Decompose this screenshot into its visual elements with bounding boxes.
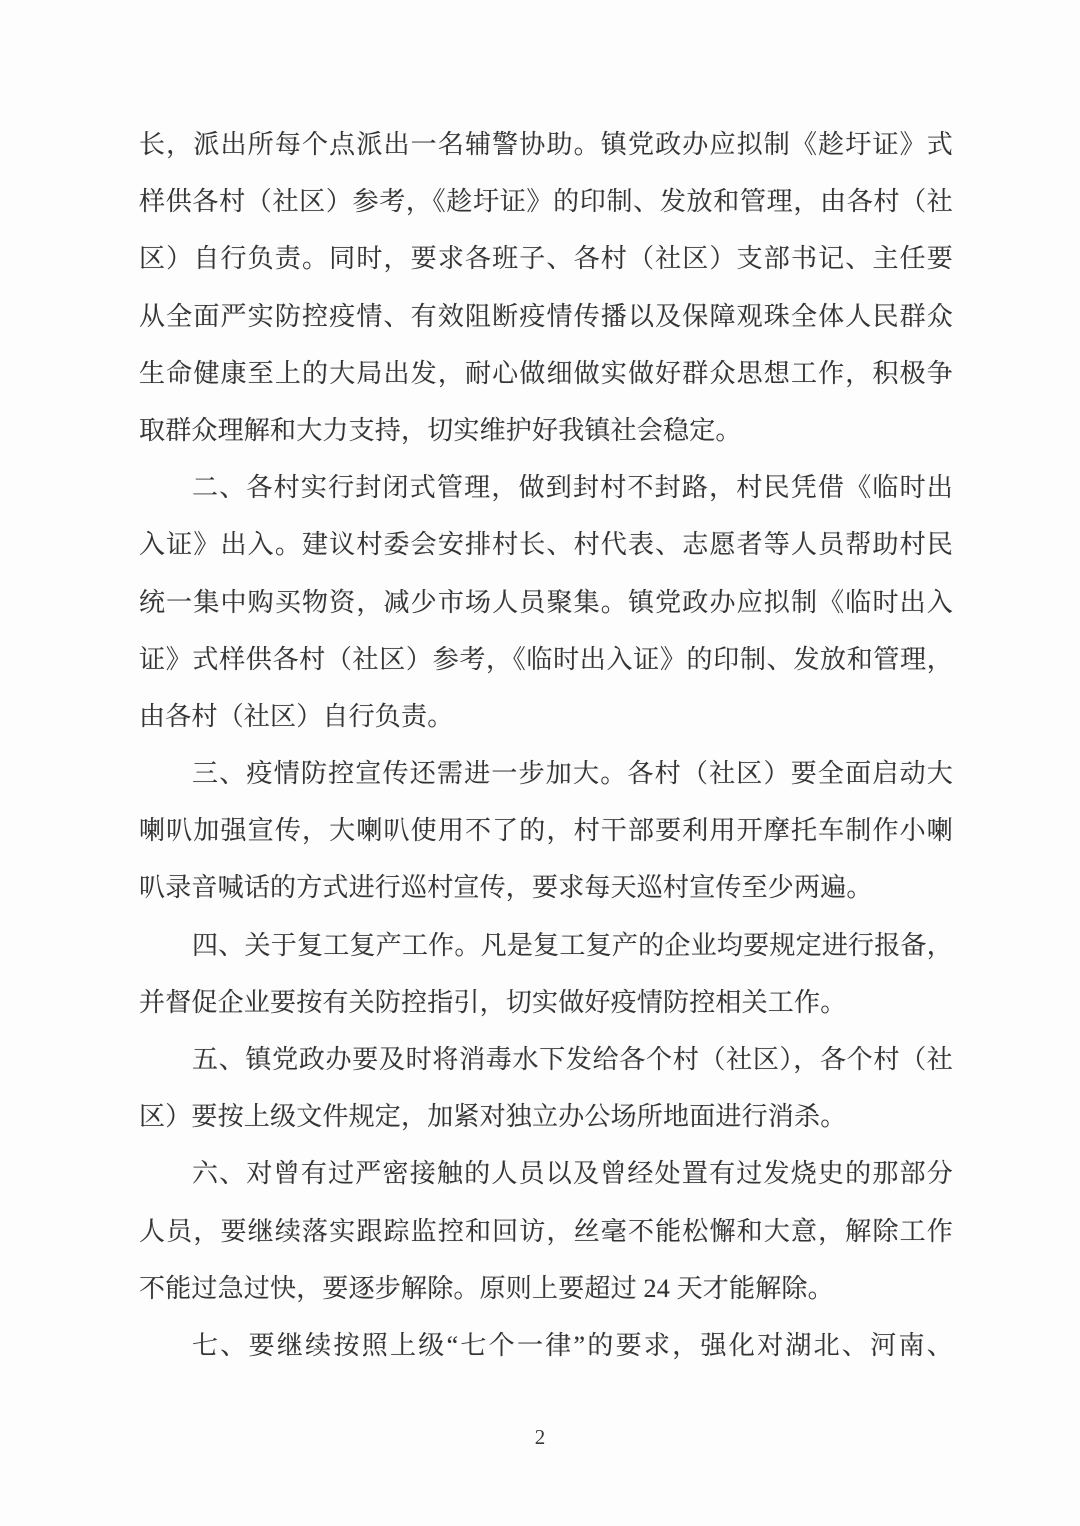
text-line: 区）要按上级文件规定，加紧对独立办公场所地面进行消杀。 bbox=[139, 1102, 847, 1132]
paragraph-6 bbox=[139, 1145, 953, 1317]
paragraph-2 bbox=[139, 459, 953, 745]
text-line: 从全面严实防控疫情、有效阻断疫情传播以及保障观珠全体人民群众 bbox=[139, 301, 953, 331]
text-line: 统一集中购买物资，减少市场人员聚集。镇党政办应拟制《临时出入 bbox=[139, 587, 953, 617]
text-line: 区）自行负责。同时，要求各班子、各村（社区）支部书记、主任要 bbox=[139, 244, 953, 274]
paragraph-7 bbox=[139, 1317, 953, 1374]
text-line: 三、疫情防控宣传还需进一步加大。各村（社区）要全面启动大 bbox=[192, 759, 953, 789]
text-line: 不能过急过快，要逐步解除。原则上要超过 24 天才能解除。 bbox=[139, 1273, 834, 1303]
text-line: 并督促企业要按有关防控指引，切实做好疫情防控相关工作。 bbox=[139, 987, 847, 1017]
text-line: 入证》出入。建议村委会安排村长、村代表、志愿者等人员帮助村民 bbox=[139, 530, 953, 560]
document-body-text bbox=[139, 116, 953, 1374]
text-line: 样供各村（社区）参考，《趁圩证》的印制、发放和管理，由各村（社 bbox=[139, 187, 953, 217]
text-line: 四、关于复工复产工作。凡是复工复产的企业均要规定进行报备， bbox=[192, 930, 953, 960]
page-number: 2 bbox=[534, 1425, 546, 1449]
text-line: 生命健康至上的大局出发，耐心做细做实做好群众思想工作，积极争 bbox=[139, 358, 953, 388]
text-line: 二、各村实行封闭式管理，做到封村不封路，村民凭借《临时出 bbox=[192, 473, 953, 503]
text-line: 由各村（社区）自行负责。 bbox=[139, 701, 454, 731]
paragraph-5 bbox=[139, 1031, 953, 1145]
text-line: 叭录音喊话的方式进行巡村宣传，要求每天巡村宣传至少两遍。 bbox=[139, 873, 873, 903]
paragraph-4 bbox=[139, 917, 953, 1031]
text-line: 六、对曾有过严密接触的人员以及曾经处置有过发烧史的那部分 bbox=[192, 1159, 953, 1189]
text-line: 证》式样供各村（社区）参考，《临时出入证》的印制、发放和管理， bbox=[139, 644, 953, 674]
paragraph-3 bbox=[139, 745, 953, 917]
text-line: 七、要继续按照上级“七个一律”的要求，强化对湖北、河南、 bbox=[192, 1330, 953, 1360]
text-line: 取群众理解和大力支持，切实维护好我镇社会稳定。 bbox=[139, 415, 742, 445]
text-line: 人员，要继续落实跟踪监控和回访，丝毫不能松懈和大意，解除工作 bbox=[139, 1216, 953, 1246]
paragraph-1 bbox=[139, 116, 953, 459]
text-line: 长，派出所每个点派出一名辅警协助。镇党政办应拟制《趁圩证》式 bbox=[139, 130, 953, 159]
text-line: 喇叭加强宣传，大喇叭使用不了的，村干部要利用开摩托车制作小喇 bbox=[139, 816, 953, 846]
text-line: 五、镇党政办要及时将消毒水下发给各个村（社区），各个村（社 bbox=[192, 1045, 953, 1074]
